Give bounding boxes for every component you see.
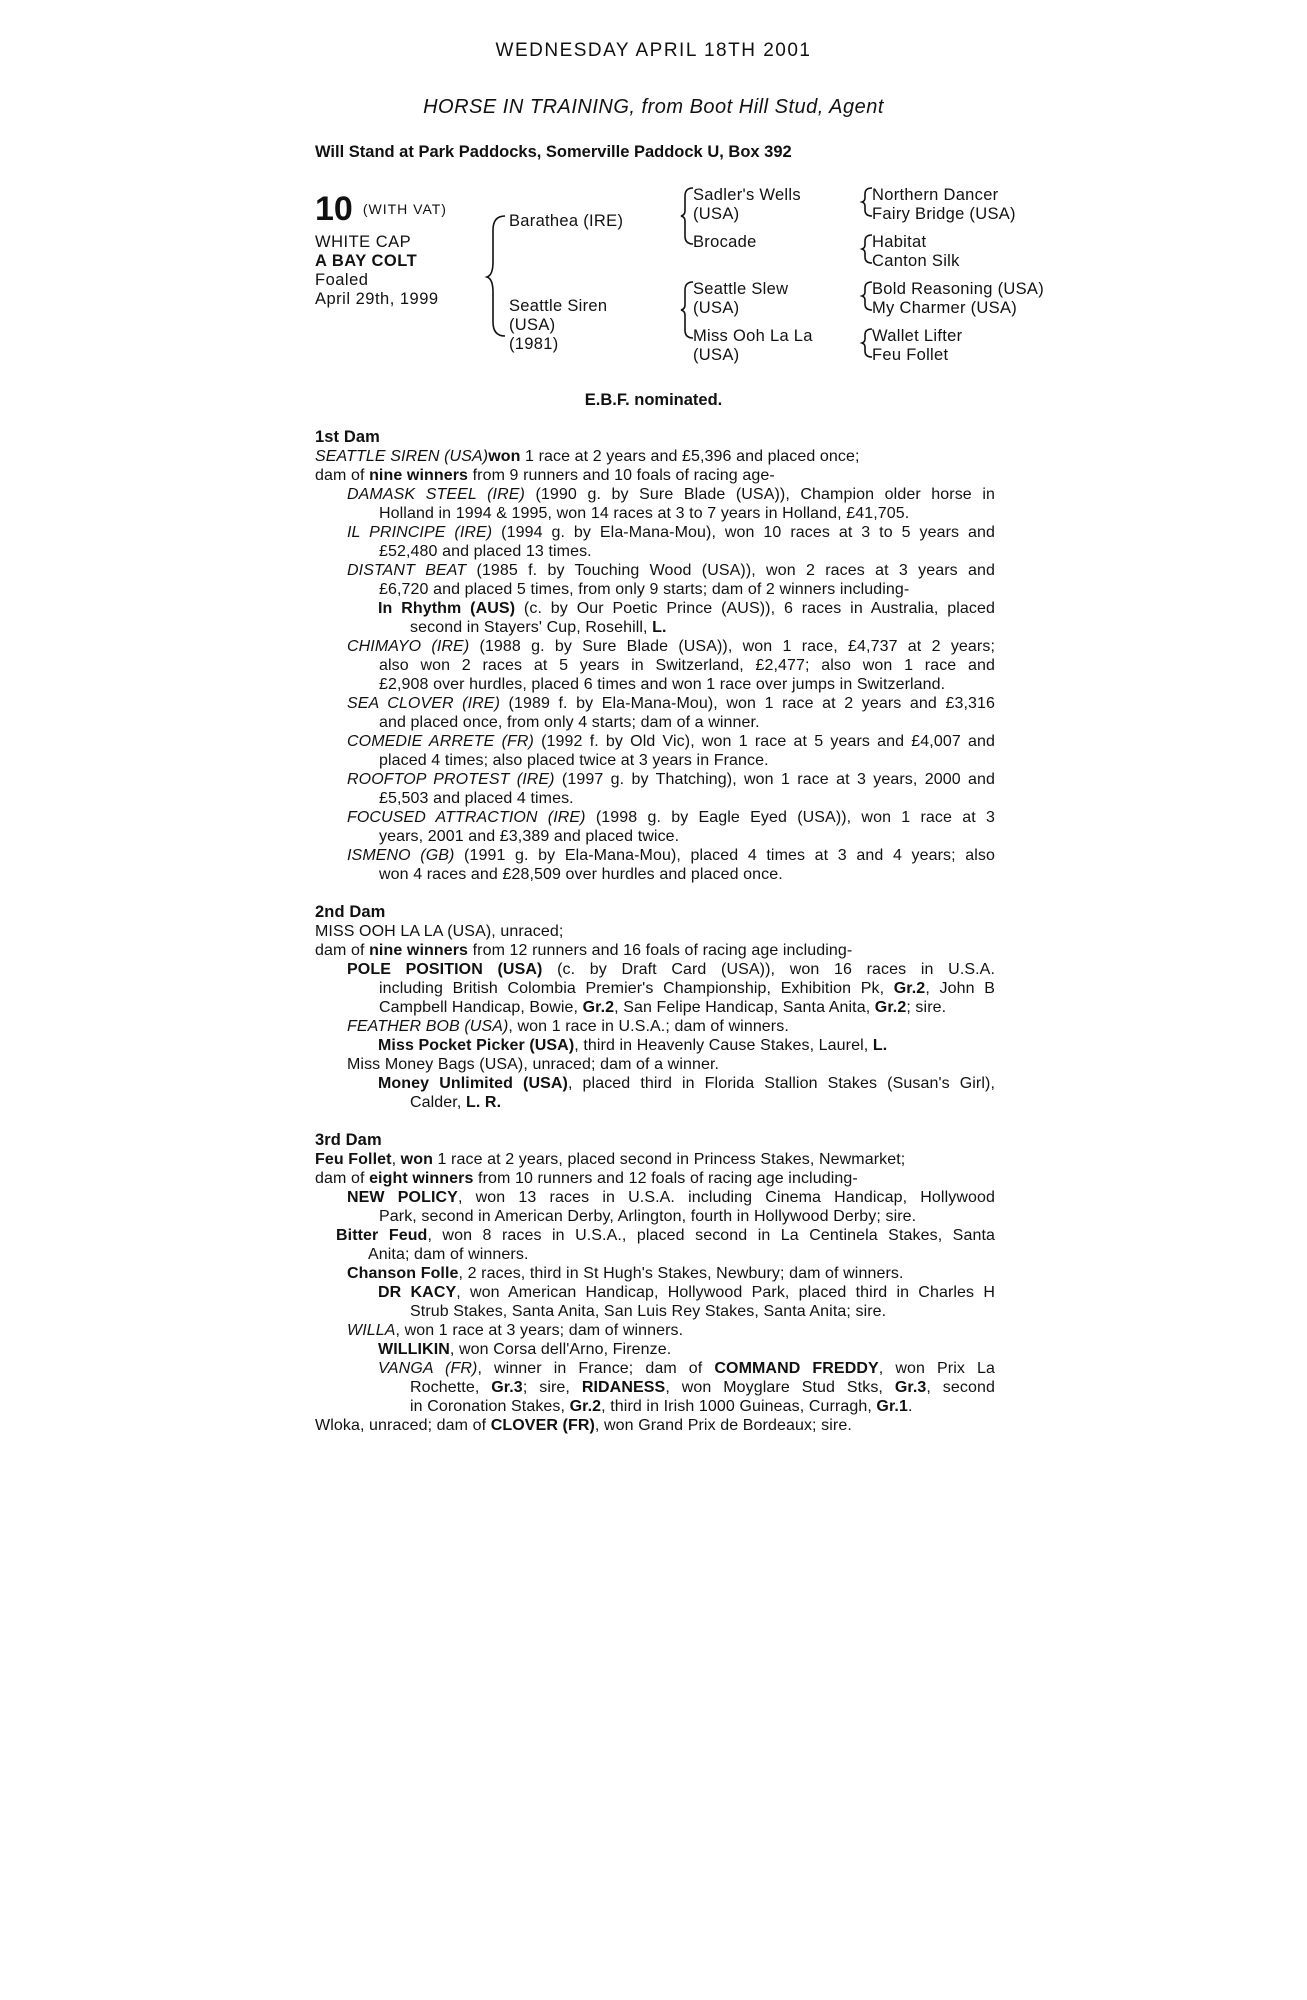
- produce-chanson-folle: Chanson Folle, 2 races, third in St Hugh's Stakes, Newbury; dam of winners.: [347, 1265, 904, 1282]
- pedigree-gen3-8: Feu Follet: [872, 346, 949, 364]
- pedigree-braces: [0, 0, 1307, 380]
- produce-money-unlimited: Money Unlimited (USA), placed third in Florida Stallion Stakes (Susan's Girl), Calder, L. R.: [378, 1075, 995, 1111]
- third-dam-produce: dam of eight winners from 10 runners and 12 foals of racing age including-: [315, 1170, 858, 1187]
- foaled-label: Foaled: [315, 271, 369, 289]
- produce-feather-bob: FEATHER BOB (USA), won 1 race in U.S.A.; dam of winners.: [347, 1018, 789, 1035]
- vat-note: (WITH VAT): [362, 201, 447, 217]
- produce-distant-beat: DISTANT BEAT (1985 f. by Touching Wood (USA)), won 2 races at 3 years and £6,720 and placed 5 times, from only 9 starts; dam of 2 winners including-: [347, 562, 995, 598]
- produce-miss-pocket-picker: Miss Pocket Picker (USA), third in Heavenly Cause Stakes, Laurel, L.: [378, 1037, 888, 1054]
- pedigree-gen3-4: Canton Silk: [872, 252, 960, 270]
- pedigree-gen3-2: Fairy Bridge (USA): [872, 205, 1016, 223]
- ebf-note: E.B.F. nominated.: [584, 391, 723, 409]
- pedigree-gen3-1: Northern Dancer: [872, 186, 999, 204]
- produce-new-policy: NEW POLICY, won 13 races in U.S.A. including Cinema Handicap, Hollywood Park, second in American Derby, Arlington, fourth in Hollywood Derby; sire.: [347, 1189, 995, 1225]
- first-dam-heading: 1st Dam: [315, 428, 380, 446]
- produce-vanga: VANGA (FR), winner in France; dam of COMMAND FREDDY, won Prix La Rochette, Gr.3; sire, RIDANESS, won Moyglare Stud Stks, Gr.3, second in Coronation Stakes, Gr.2, third in Irish 1000 Guineas, Curragh, Gr.1.: [378, 1360, 995, 1415]
- produce-il-principe: IL PRINCIPE (IRE) (1994 g. by Ela-Mana-Mou), won 10 races at 3 to 5 years and £52,480 and placed 13 times.: [347, 524, 996, 560]
- first-dam-produce: dam of nine winners from 9 runners and 10 foals of racing age-: [315, 467, 775, 484]
- brace-gen3-a: [862, 188, 872, 216]
- brace-gen2-dam: [681, 282, 693, 338]
- pedigree-sire: Barathea (IRE): [509, 212, 624, 230]
- produce-bitter-feud: Bitter Feud, won 8 races in U.S.A., placed second in La Centinela Stakes, Santa Anita; dam of winners.: [336, 1227, 995, 1263]
- pedigree-gen3-3: Habitat: [872, 233, 927, 251]
- lot-number: 10: [315, 190, 353, 228]
- brace-gen3-c: [862, 282, 872, 310]
- produce-rooftop-protest: ROOFTOP PROTEST (IRE) (1997 g. by Thatching), won 1 race at 3 years, 2000 and £5,503 and placed 4 times.: [347, 771, 995, 807]
- pedigree-sire-dam: Brocade: [693, 233, 757, 251]
- first-dam-line: SEATTLE SIREN (USA)won 1 race at 2 years and £5,396 and placed once;: [315, 448, 860, 465]
- produce-record: [315, 428, 995, 1435]
- produce-chimayo: CHIMAYO (IRE) (1988 g. by Sure Blade (USA)), won 1 race, £4,737 at 2 years; also won 2 races at 5 years in Switzerland, £2,477; also won 1 race and £2,908 over hurdles, placed 6 times and won 1 race over jumps in Switzerland.: [347, 638, 995, 693]
- pedigree-dam-sire: Seattle Slew (USA): [693, 280, 789, 317]
- produce-damask-steel: DAMASK STEEL (IRE) (1990 g. by Sure Blade (USA)), Champion older horse in Holland in 1994 & 1995, won 14 races at 3 to 7 years in Holland, £41,705.: [347, 486, 995, 522]
- produce-comedie-arrete: COMEDIE ARRETE (FR) (1992 f. by Old Vic), won 1 race at 5 years and £4,007 and placed 4 times; also placed twice at 3 years in France.: [347, 733, 995, 769]
- pedigree-dam-dam: Miss Ooh La La (USA): [693, 327, 813, 364]
- brace-gen1: [487, 216, 505, 336]
- produce-willa: WILLA, won 1 race at 3 years; dam of winners.: [347, 1322, 684, 1339]
- pedigree-gen3-6: My Charmer (USA): [872, 299, 1018, 317]
- second-dam-produce: dam of nine winners from 12 runners and 16 foals of racing age including-: [315, 942, 853, 959]
- pedigree-dam: Seattle Siren (USA) (1981): [509, 297, 608, 353]
- cap-colour: WHITE CAP: [315, 233, 412, 251]
- produce-dr-kacy: DR KACY, won American Handicap, Hollywood Park, placed third in Charles H Strub Stakes, Santa Anita, San Luis Rey Stakes, Santa Anita; sire.: [378, 1284, 995, 1320]
- pedigree-gen3-5: Bold Reasoning (USA): [872, 280, 1044, 298]
- brace-gen2-sire: [681, 188, 693, 244]
- produce-in-rhythm: In Rhythm (AUS) (c. by Our Poetic Prince (AUS)), 6 races in Australia, placed second in Stayers' Cup, Rosehill, L.: [378, 600, 995, 636]
- produce-willikin: WILLIKIN, won Corsa dell'Arno, Firenze.: [378, 1341, 672, 1358]
- third-dam-heading: 3rd Dam: [315, 1131, 382, 1149]
- third-dam-line: Feu Follet, won 1 race at 2 years, placed second in Princess Stakes, Newmarket;: [315, 1151, 906, 1168]
- sale-date: WEDNESDAY APRIL 18TH 2001: [495, 40, 812, 61]
- foaled-date: April 29th, 1999: [315, 290, 439, 308]
- second-dam-heading: 2nd Dam: [315, 903, 386, 921]
- horse-description: A BAY COLT: [315, 252, 418, 270]
- produce-ismeno: ISMENO (GB) (1991 g. by Ela-Mana-Mou), placed 4 times at 3 and 4 years; also won 4 races and £28,509 over hurdles and placed once.: [347, 847, 996, 883]
- brace-gen3-b: [862, 235, 872, 263]
- pedigree-sire-sire: Sadler's Wells (USA): [693, 186, 801, 223]
- produce-pole-position: POLE POSITION (USA) (c. by Draft Card (USA)), won 16 races in U.S.A. including British Colombia Premier's Championship, Exhibition Pk, Gr.2, John B Campbell Handicap, Bowie, Gr.2, San Felipe Handicap, Santa Anita, Gr.2; sire.: [347, 961, 996, 1016]
- produce-sea-clover: SEA CLOVER (IRE) (1989 f. by Ela-Mana-Mou), won 1 race at 2 years and £3,316 and placed once, from only 4 starts; dam of a winner.: [347, 695, 995, 731]
- lot-subtitle: HORSE IN TRAINING, from Boot Hill Stud, Agent: [423, 96, 884, 118]
- second-dam-line: MISS OOH LA LA (USA), unraced;: [315, 923, 564, 940]
- pedigree-gen3-7: Wallet Lifter: [872, 327, 963, 345]
- produce-miss-money-bags: Miss Money Bags (USA), unraced; dam of a winner.: [347, 1056, 720, 1073]
- stand-location: Will Stand at Park Paddocks, Somerville Paddock U, Box 392: [315, 143, 792, 161]
- produce-focused-attraction: FOCUSED ATTRACTION (IRE) (1998 g. by Eagle Eyed (USA)), won 1 race at 3 years, 2001 and £3,389 and placed twice.: [347, 809, 995, 845]
- brace-gen3-d: [862, 329, 872, 357]
- produce-wloka: Wloka, unraced; dam of CLOVER (FR), won Grand Prix de Bordeaux; sire.: [315, 1417, 852, 1434]
